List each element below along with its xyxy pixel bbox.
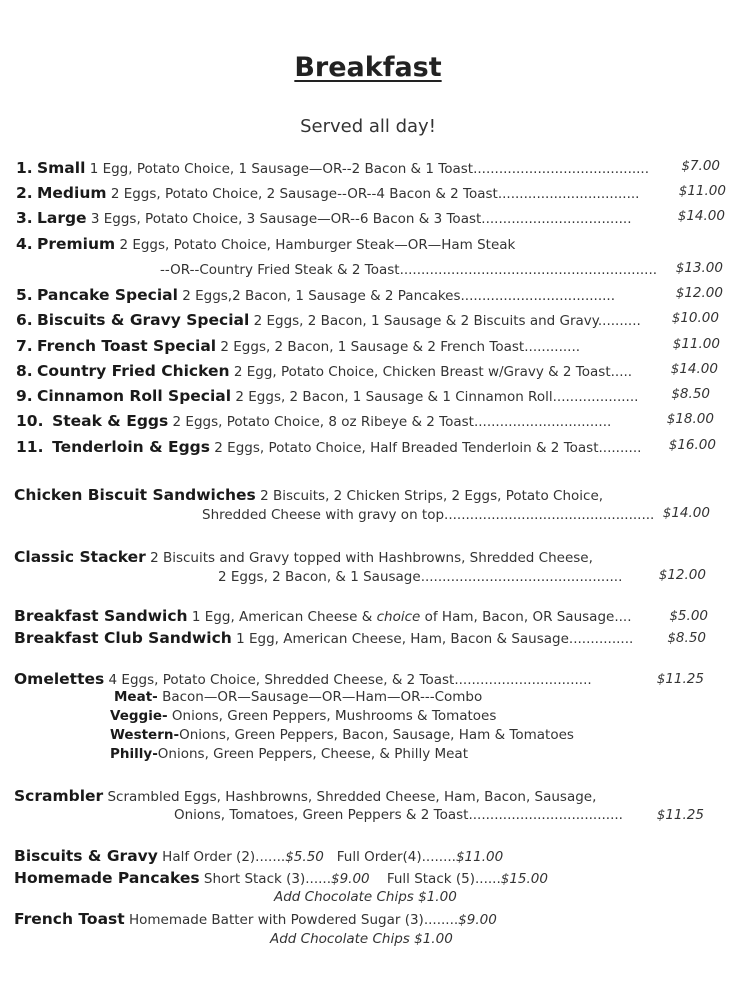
item-name: Small bbox=[36, 159, 86, 177]
item-price: $5.00 bbox=[669, 608, 708, 624]
item-desc: Scrambled Eggs, Hashbrowns, Shredded Cheese, Ham, Bacon, Sausage, bbox=[107, 789, 597, 805]
item-desc: 2 Eggs, 2 Bacon, 1 Sausage & 2 Biscuits and Gravy bbox=[253, 313, 598, 329]
item-name: Medium bbox=[36, 184, 107, 202]
item-name: Chicken Biscuit Sandwiches bbox=[14, 486, 256, 504]
item-name: Premium bbox=[36, 235, 116, 253]
item-price: $8.50 bbox=[671, 386, 710, 402]
item-desc: 2 Eggs, Potato Choice, Half Breaded Tenderloin & 2 Toast bbox=[214, 440, 599, 456]
item-price: $12.00 bbox=[658, 567, 706, 583]
item-desc: 2 Eggs,2 Bacon, 1 Sausage & 2 Pancakes bbox=[182, 288, 461, 304]
item-price: $11.00 bbox=[678, 183, 726, 199]
item-desc: 4 Eggs, Potato Choice, Shredded Cheese, & 2 Toast bbox=[108, 672, 455, 688]
item-price: $16.00 bbox=[668, 437, 716, 453]
item-name: Breakfast Sandwich bbox=[14, 607, 188, 625]
item-desc: 2 Biscuits, 2 Chicken Strips, 2 Eggs, Potato Choice, bbox=[260, 488, 604, 504]
menu-item: 6. Biscuits & Gravy Special 2 Eggs, 2 Bacon, 1 Sausage & 2 Biscuits and Gravy.......... bbox=[16, 311, 641, 329]
omelette-option: Veggie- Onions, Green Peppers, Mushrooms & Tomatoes bbox=[110, 708, 497, 724]
item-desc: 2 Eggs, 2 Bacon, 1 Sausage & 1 Cinnamon Roll bbox=[235, 389, 553, 405]
menu-item: Omelettes 4 Eggs, Potato Choice, Shredded Cheese, & 2 Toast................................ bbox=[14, 670, 592, 688]
item-desc: 2 Biscuits and Gravy topped with Hashbrowns, Shredded Cheese, bbox=[150, 550, 593, 566]
item-name: French Toast Special bbox=[36, 337, 217, 355]
item-name: Biscuits & Gravy Special bbox=[36, 311, 250, 329]
menu-item: 9. Cinnamon Roll Special 2 Eggs, 2 Bacon, 1 Sausage & 1 Cinnamon Roll.................... bbox=[16, 387, 639, 405]
item-desc: 2 Eggs, Potato Choice, 8 oz Ribeye & 2 Toast bbox=[172, 414, 474, 430]
item-name: Large bbox=[36, 209, 87, 227]
page-title: Breakfast bbox=[294, 52, 442, 83]
item-desc: 2 Eggs, Potato Choice, 2 Sausage--OR--4 Bacon & 2 Toast bbox=[110, 186, 498, 202]
menu-item: 5. Pancake Special 2 Eggs,2 Bacon, 1 Sausage & 2 Pancakes.................................... bbox=[16, 286, 616, 304]
item-price: $11.25 bbox=[656, 807, 704, 823]
omelette-option: Western-Onions, Green Peppers, Bacon, Sausage, Ham & Tomatoes bbox=[110, 727, 574, 743]
menu-item: Biscuits & Gravy Half Order (2).......$5.50 Full Order(4)........$11.00 bbox=[14, 847, 504, 865]
item-name: Homemade Pancakes bbox=[14, 869, 200, 887]
item-price: $14.00 bbox=[677, 208, 725, 224]
item-desc: 2 Eggs, 2 Bacon, 1 Sausage & 2 French Toast bbox=[220, 339, 525, 355]
item-name: French Toast bbox=[14, 910, 125, 928]
item-name: Pancake Special bbox=[36, 286, 178, 304]
menu-item: Breakfast Sandwich 1 Egg, American Cheese & choice of Ham, Bacon, OR Sausage.... bbox=[14, 607, 632, 625]
item-desc: 1 Egg, Potato Choice, 1 Sausage—OR--2 Bacon & 1 Toast bbox=[89, 161, 474, 177]
item-name: Classic Stacker bbox=[14, 548, 146, 566]
item-desc: 3 Eggs, Potato Choice, 3 Sausage—OR--6 Bacon & 3 Toast bbox=[90, 211, 482, 227]
item-price: $14.00 bbox=[670, 361, 718, 377]
menu-item: 4. Premium 2 Eggs, Potato Choice, Hamburger Steak—OR—Ham Steak bbox=[16, 235, 516, 253]
omelette-option: Meat- Bacon—OR—Sausage—OR—Ham—OR---Combo bbox=[114, 689, 483, 705]
menu-item-cont: --OR--Country Fried Steak & 2 Toast............................................................ bbox=[160, 262, 658, 278]
menu-item: 7. French Toast Special 2 Eggs, 2 Bacon, 1 Sausage & 2 French Toast............. bbox=[16, 337, 581, 355]
menu-item bbox=[14, 486, 603, 505]
item-price: $12.00 bbox=[675, 285, 723, 301]
menu-item: 11. Tenderloin & Eggs 2 Eggs, Potato Choice, Half Breaded Tenderloin & 2 Toast.......... bbox=[16, 438, 642, 456]
menu-item: French Toast Homemade Batter with Powdered Sugar (3)........$9.00 bbox=[14, 910, 497, 928]
item-name: Country Fried Chicken bbox=[36, 362, 230, 380]
item-desc: 1 Egg, American Cheese & bbox=[191, 609, 373, 625]
menu-item: 3. Large 3 Eggs, Potato Choice, 3 Sausage—OR--6 Bacon & 3 Toast................................... bbox=[16, 209, 632, 227]
item-price: $11.00 bbox=[672, 336, 720, 352]
menu-item: 2. Medium 2 Eggs, Potato Choice, 2 Sausage--OR--4 Bacon & 2 Toast................................. bbox=[16, 184, 640, 202]
item-price: $8.50 bbox=[667, 630, 706, 646]
item-name: Breakfast Club Sandwich bbox=[14, 629, 232, 647]
item-name: Steak & Eggs bbox=[52, 412, 169, 430]
menu-item-cont: Shredded Cheese with gravy on top................................................. bbox=[202, 507, 655, 523]
item-desc: 2 Eggs, Potato Choice, Hamburger Steak—OR—Ham Steak bbox=[119, 237, 516, 253]
menu-item: Homemade Pancakes Short Stack (3)......$9.00 Full Stack (5)......$15.00 bbox=[14, 869, 548, 887]
menu-item-cont: 2 Eggs, 2 Bacon, & 1 Sausage............................................... bbox=[218, 569, 623, 585]
item-name: Scrambler bbox=[14, 787, 104, 805]
item-price: $7.00 bbox=[681, 158, 720, 174]
menu-item: 1. Small 1 Egg, Potato Choice, 1 Sausage—OR--2 Bacon & 1 Toast......................................... bbox=[16, 159, 650, 177]
menu-item: 8. Country Fried Chicken 2 Egg, Potato Choice, Chicken Breast w/Gravy & 2 Toast..... bbox=[16, 362, 633, 380]
item-price: $13.00 bbox=[675, 260, 723, 276]
item-desc: 1 Egg, American Cheese, Ham, Bacon & Sausage bbox=[236, 631, 569, 647]
menu-item-cont: Onions, Tomatoes, Green Peppers & 2 Toast.................................... bbox=[174, 807, 623, 823]
item-name: Tenderloin & Eggs bbox=[52, 438, 210, 456]
addon-note: Add Chocolate Chips $1.00 bbox=[270, 931, 453, 947]
menu-item: Breakfast Club Sandwich 1 Egg, American Cheese, Ham, Bacon & Sausage............... bbox=[14, 629, 634, 647]
addon-note: Add Chocolate Chips $1.00 bbox=[274, 889, 457, 905]
menu-item bbox=[14, 787, 596, 806]
item-desc: 2 Egg, Potato Choice, Chicken Breast w/Gravy & 2 Toast bbox=[233, 364, 611, 380]
item-price: $18.00 bbox=[666, 411, 714, 427]
item-price: $11.25 bbox=[656, 671, 704, 687]
item-name: Omelettes bbox=[14, 670, 105, 688]
item-price: $10.00 bbox=[671, 310, 719, 326]
menu-item bbox=[14, 548, 593, 567]
menu-item: 10. Steak & Eggs 2 Eggs, Potato Choice, 8 oz Ribeye & 2 Toast................................ bbox=[16, 412, 612, 430]
page-subtitle: Served all day! bbox=[300, 116, 436, 137]
item-price: $14.00 bbox=[662, 505, 710, 521]
item-name: Cinnamon Roll Special bbox=[36, 387, 232, 405]
item-name: Biscuits & Gravy bbox=[14, 847, 158, 865]
omelette-option: Philly-Onions, Green Peppers, Cheese, & Philly Meat bbox=[110, 746, 468, 762]
